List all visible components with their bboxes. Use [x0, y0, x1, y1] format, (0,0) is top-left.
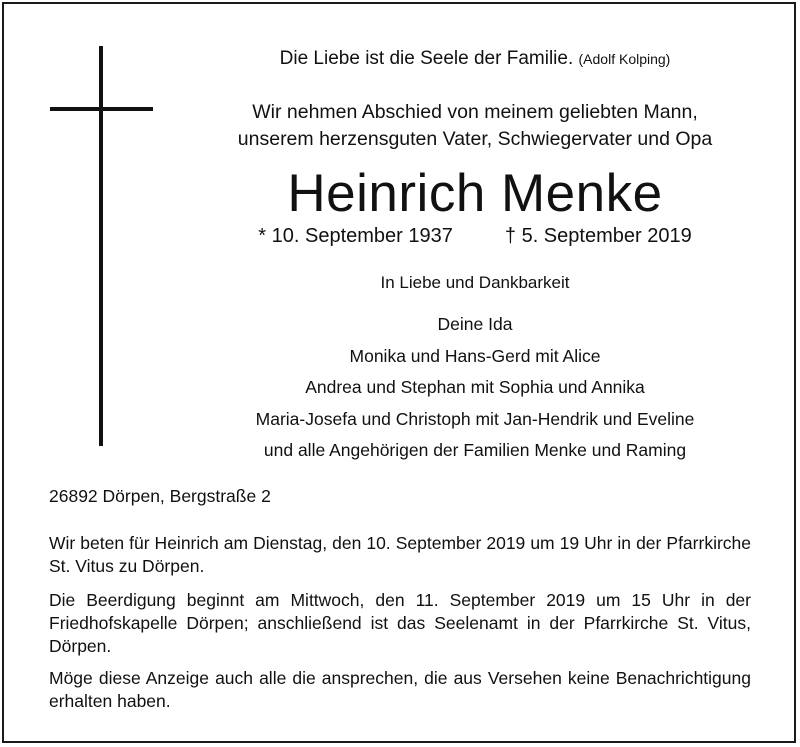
thanks-line: In Liebe und Dankbarkeit — [380, 273, 570, 292]
mourner-line: und alle Angehörigen der Familien Menke und Raming — [263, 440, 687, 460]
cross-icon-vertical-beam — [99, 46, 103, 446]
mourners-list — [190, 309, 760, 467]
closing-notice: Möge diese Anzeige auch alle die ansprechen, die aus Versehen keine Benachrichtigung erhalten haben. — [49, 668, 751, 711]
mourner-line: Andrea und Stephan mit Sophia und Annika — [305, 377, 645, 397]
motto — [190, 48, 760, 70]
intro-line-1: Wir nehmen Abschied von meinem geliebten Mann, — [252, 101, 698, 123]
funeral-notice: Die Beerdigung beginnt am Mittwoch, den 11. September 2019 um 15 Uhr in der Friedhofskapelle Dörpen; anschließend ist das Seelenamt in der Pfarrkirche St. Vitus, Dörpen. — [49, 590, 751, 656]
mourner-line: Deine Ida — [437, 314, 513, 334]
life-dates — [190, 225, 760, 248]
motto-quote: Die Liebe ist die Seele der Familie. — [279, 48, 574, 69]
mourner-line: Monika und Hans-Gerd mit Alice — [349, 345, 601, 366]
intro-text — [190, 99, 760, 153]
birth-date: * 10. September 1937 — [258, 225, 453, 247]
death-date: † 5. September 2019 — [504, 225, 692, 247]
cross-icon-horizontal-beam — [50, 107, 153, 111]
intro-line-2: unserem herzensguten Vater, Schwiegervater und Opa — [237, 128, 713, 150]
family-address: 26892 Dörpen, Bergstraße 2 — [49, 486, 271, 506]
prayer-notice: Wir beten für Heinrich am Dienstag, den 10. September 2019 um 19 Uhr in der Pfarrkirche St. Vitus zu Dörpen. — [49, 533, 751, 576]
deceased-name: Heinrich Menke — [287, 164, 663, 223]
motto-source: (Adolf Kolping) — [578, 51, 671, 67]
mourner-line: Maria-Josefa und Christoph mit Jan-Hendrik und Eveline — [255, 408, 695, 429]
